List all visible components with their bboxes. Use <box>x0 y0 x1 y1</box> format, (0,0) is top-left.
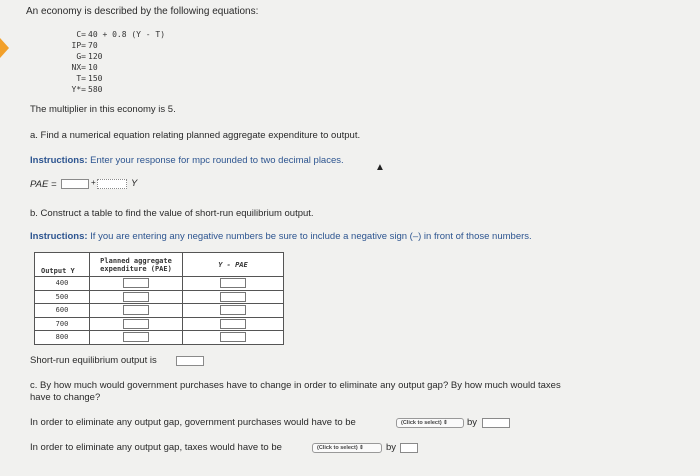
pae-input[interactable] <box>123 278 149 288</box>
part-c-question-line2: have to change? <box>30 392 101 403</box>
by-text: by <box>467 417 478 428</box>
output-value: 600 <box>35 304 90 318</box>
eq-c-lhs: C= <box>76 30 86 39</box>
eq-t-lhs: T= <box>76 74 86 83</box>
tax-amount-input[interactable] <box>400 443 418 453</box>
part-b-instructions <box>30 231 532 242</box>
pae-cell <box>90 290 183 304</box>
gap-input[interactable] <box>220 292 246 302</box>
eq-ip-lhs: IP= <box>71 41 86 50</box>
eq-y-rhs: 580 <box>88 85 103 94</box>
instructions-text: If you are entering any negative numbers be sure to include a negative sign (–) in front of those numbers. <box>87 231 532 242</box>
intro-text: An economy is described by the following equations: <box>26 6 259 17</box>
gov-direction-select[interactable]: (Click to select) ⇕ <box>396 418 464 428</box>
eq-ip-rhs: 70 <box>88 41 98 50</box>
select-placeholder: (Click to select) <box>401 420 442 426</box>
mouse-cursor-icon: ▲ <box>375 162 385 173</box>
gap-input[interactable] <box>220 278 246 288</box>
part-c-question-line1: c. By how much would government purchases have to change in order to eliminate any output gap? By how much would taxes <box>30 380 561 391</box>
pae-cell <box>90 317 183 331</box>
short-run-output-input[interactable] <box>176 356 204 366</box>
table-row <box>35 304 284 318</box>
part-a-instructions <box>30 155 344 166</box>
taxes-label: In order to eliminate any output gap, taxes would have to be <box>30 442 282 453</box>
eq-y-lhs: Y*= <box>71 85 86 94</box>
eq-g-rhs: 120 <box>88 52 103 61</box>
table-row <box>35 331 284 345</box>
table-row <box>35 290 284 304</box>
instructions-text: Enter your response for mpc rounded to two decimal places. <box>87 155 344 166</box>
gov-amount-input[interactable] <box>482 418 510 428</box>
eq-t-rhs: 150 <box>88 74 103 83</box>
pae-intercept-input[interactable] <box>61 179 89 189</box>
mpc-input[interactable] <box>97 179 127 189</box>
pae-cell <box>90 304 183 318</box>
output-value: 700 <box>35 317 90 331</box>
pae-input[interactable] <box>123 332 149 342</box>
by-text: by <box>386 442 397 453</box>
header-output: Output Y <box>35 253 90 277</box>
select-placeholder: (Click to select) <box>317 445 358 451</box>
eq-nx-lhs: NX= <box>71 63 86 72</box>
header-y-minus-pae: Y - PAE <box>183 253 284 277</box>
y-variable: Y <box>131 178 138 189</box>
pae-cell <box>90 277 183 291</box>
gap-cell <box>183 317 284 331</box>
gap-cell <box>183 290 284 304</box>
output-value: 500 <box>35 290 90 304</box>
table-row <box>35 277 284 291</box>
gap-input[interactable] <box>220 319 246 329</box>
plus-sign: + <box>91 178 96 187</box>
pae-input[interactable] <box>123 292 149 302</box>
gap-input[interactable] <box>220 332 246 342</box>
pae-input[interactable] <box>123 319 149 329</box>
tax-direction-select[interactable]: (Click to select) ⇕ <box>312 443 382 453</box>
orange-marker-icon <box>0 38 9 58</box>
gap-input[interactable] <box>220 305 246 315</box>
pae-cell <box>90 331 183 345</box>
gap-cell <box>183 304 284 318</box>
header-pae: Planned aggregate expenditure (PAE) <box>90 253 183 277</box>
eq-nx-rhs: 10 <box>88 63 98 72</box>
multiplier-text: The multiplier in this economy is 5. <box>30 104 176 115</box>
gap-cell <box>183 277 284 291</box>
part-b-question: b. Construct a table to find the value of short-run equilibrium output. <box>30 208 314 219</box>
output-value: 800 <box>35 331 90 345</box>
gov-purchases-label: In order to eliminate any output gap, government purchases would have to be <box>30 417 356 428</box>
pae-input[interactable] <box>123 305 149 315</box>
instructions-label: Instructions: <box>30 155 88 166</box>
output-value: 400 <box>35 277 90 291</box>
eq-g-lhs: G= <box>76 52 86 61</box>
equilibrium-table <box>34 252 284 345</box>
pae-label: PAE = <box>30 179 57 190</box>
instructions-label: Instructions: <box>30 231 88 242</box>
gap-cell <box>183 331 284 345</box>
eq-c-rhs: 40 + 0.8 (Y - T) <box>88 30 166 39</box>
table-row <box>35 317 284 331</box>
part-a-question: a. Find a numerical equation relating planned aggregate expenditure to output. <box>30 130 361 141</box>
short-run-label: Short-run equilibrium output is <box>30 355 157 366</box>
